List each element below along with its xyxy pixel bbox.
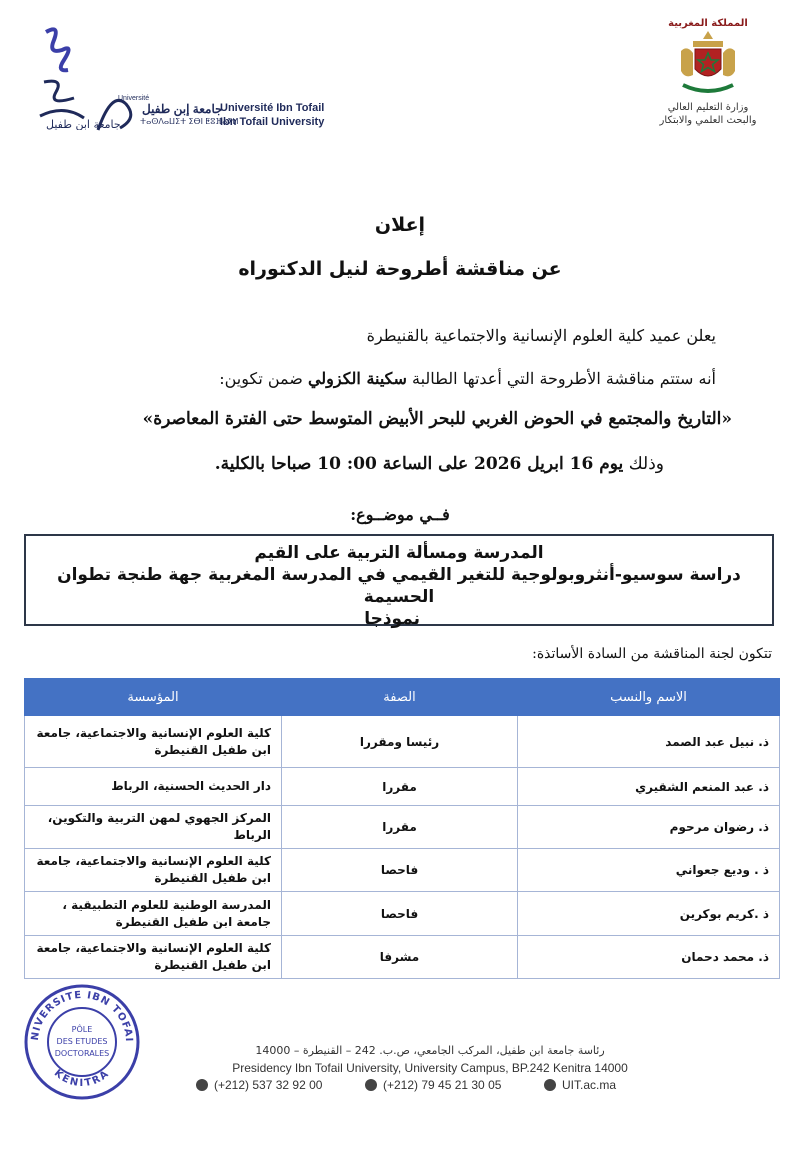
stamp-center-3: DOCTORALES (54, 1049, 110, 1058)
subject-line-3: نموذجا (364, 609, 420, 629)
ministry-emblem (638, 18, 778, 138)
announcement-subtitle: عن مناقشة أطروحة لنيل الدكتوراه (238, 258, 562, 280)
jury-name: ذ. رضوان مرحوم (518, 806, 780, 849)
stamp-center-2: DES ETUDES (56, 1037, 108, 1046)
web-contact[interactable] (544, 1078, 616, 1092)
table-row (25, 849, 780, 892)
subject-line-2: دراسة سوسيو-أنثروبولوجية للتغير القيمي في المدرسة المغربية جهة طنجة تطوان الحسيمة (57, 565, 741, 607)
jury-name: ذ . وديع جعواني (518, 849, 780, 892)
uit-name-ar: جامعة إبن طفيل (142, 102, 223, 116)
ministry-line-2: وزارة التعليم العالي (667, 102, 749, 113)
footer-address (150, 1044, 710, 1075)
jury-institution: دار الحديث الحسنية، الرباط (25, 768, 282, 806)
table-row (25, 892, 780, 936)
footer-contacts (196, 1078, 616, 1092)
fax-number: (+212) 79 45 21 30 05 (382, 1078, 502, 1092)
phone-number: (+212) 537 32 92 00 (214, 1078, 323, 1092)
header-name: الاسم والنسب (518, 679, 780, 716)
jury-table (24, 678, 780, 979)
thesis-subject-box (24, 534, 774, 629)
phone-icon (196, 1079, 208, 1091)
jury-role: فاحصا (282, 849, 518, 892)
jury-role: مقررا (282, 768, 518, 806)
jury-role: مقررا (282, 806, 518, 849)
uit-logo-ar: جامعة ابن طفيل (46, 118, 121, 130)
student-line-prefix: أنه ستتم مناقشة الأطروحة التي أعدتها الطالبة (406, 369, 716, 388)
student-line-suffix: ضمن تكوين: (219, 369, 308, 388)
kingdom-label: المملكة المغربية (668, 18, 748, 29)
header-role: الصفة (282, 679, 518, 716)
uit-name-amz: ⵜⴰⵙⴷⴰⵡⵉⵜ ⵉⴱⵏ ⵟⵓⴼⴰⵢⵍ (140, 117, 239, 126)
jury-institution: كلية العلوم الإنسانية والاجتماعية، جامعة ابن طفيل القنيطرة (25, 849, 282, 892)
jury-name: ذ .كريم بوكرين (518, 892, 780, 936)
globe-icon (544, 1079, 556, 1091)
jury-name: ذ. نبيل عبد الصمد (518, 716, 780, 768)
date-line-prefix: وذلك (623, 454, 664, 474)
uit-name-fr: Université Ibn Tofail (220, 102, 325, 114)
training-program: «التاريخ والمجتمع في الحوض الغربي للبحر الأبيض المتوسط حتى الفترة المعاصرة» (142, 409, 732, 429)
jury-institution: المركز الجهوي لمهن التربية والتكوين، الرباط (25, 806, 282, 849)
website-link[interactable]: UIT.ac.ma (561, 1078, 616, 1092)
address-en: Presidency Ibn Tofail University, University Campus, BP.242 Kenitra 14000 (232, 1061, 628, 1075)
svg-text:Université: Université (118, 95, 150, 102)
table-row (25, 716, 780, 768)
university-logo (34, 20, 324, 140)
coat-of-arms-icon (673, 29, 743, 95)
svg-text:KENITRA (52, 1068, 112, 1089)
announcement-title: إعلان (374, 214, 426, 236)
jury-institution: كلية العلوم الإنسانية والاجتماعية، جامعة ابن طفيل القنيطرة (25, 716, 282, 768)
defense-date: يوم 16 ابريل 2026 على الساعة 00: 10 صباحا بالكلية. (214, 454, 624, 474)
subject-label: فــي موضــوع: (350, 505, 450, 524)
table-row (25, 936, 780, 979)
address-ar: رئاسة جامعة ابن طفيل، المركب الجامعي، ص.ب. 242 – القنيطرة – 14000 (255, 1044, 605, 1057)
fax-icon (365, 1079, 377, 1091)
uit-name-en: Ibn Tofail University (220, 116, 325, 128)
jury-intro: تتكون لجنة المناقشة من السادة الأساتذة: (532, 646, 772, 662)
student-line (219, 369, 716, 388)
jury-name: ذ. عبد المنعم الشقيري (518, 768, 780, 806)
table-row (25, 806, 780, 849)
stamp-center-1: PÔLE (71, 1025, 93, 1034)
jury-institution: كلية العلوم الإنسانية والاجتماعية، جامعة ابن طفيل القنيطرة (25, 936, 282, 979)
jury-name: ذ. محمد دحمان (518, 936, 780, 979)
ministry-line-3: والبحث العلمي والابتكار (659, 115, 757, 126)
phone-contact (196, 1078, 322, 1092)
jury-role: فاحصا (282, 892, 518, 936)
doctoral-studies-stamp (22, 982, 142, 1102)
student-name: سكينة الكزولي (307, 369, 407, 388)
jury-role: رئيسا ومقررا (282, 716, 518, 768)
stamp-ring-bottom: KENITRA (51, 1067, 113, 1090)
subject-line-1: المدرسة ومسألة التربية على القيم (254, 543, 544, 563)
fax-contact (365, 1078, 501, 1092)
jury-role: مشرفا (282, 936, 518, 979)
table-row (25, 768, 780, 806)
stamp-ring-top: NIVERSITE IBN TOFAI (29, 989, 135, 1043)
header-institution: المؤسسة (25, 679, 282, 716)
dean-announcement: يعلن عميد كلية العلوم الإنسانية والاجتماعية بالقنيطرة (366, 326, 716, 345)
jury-institution: المدرسة الوطنية للعلوم التطبيقية ، جامعة ابن طفيل القنيطرة (25, 892, 282, 936)
table-header-row (25, 679, 780, 716)
defense-date-line (215, 454, 664, 474)
